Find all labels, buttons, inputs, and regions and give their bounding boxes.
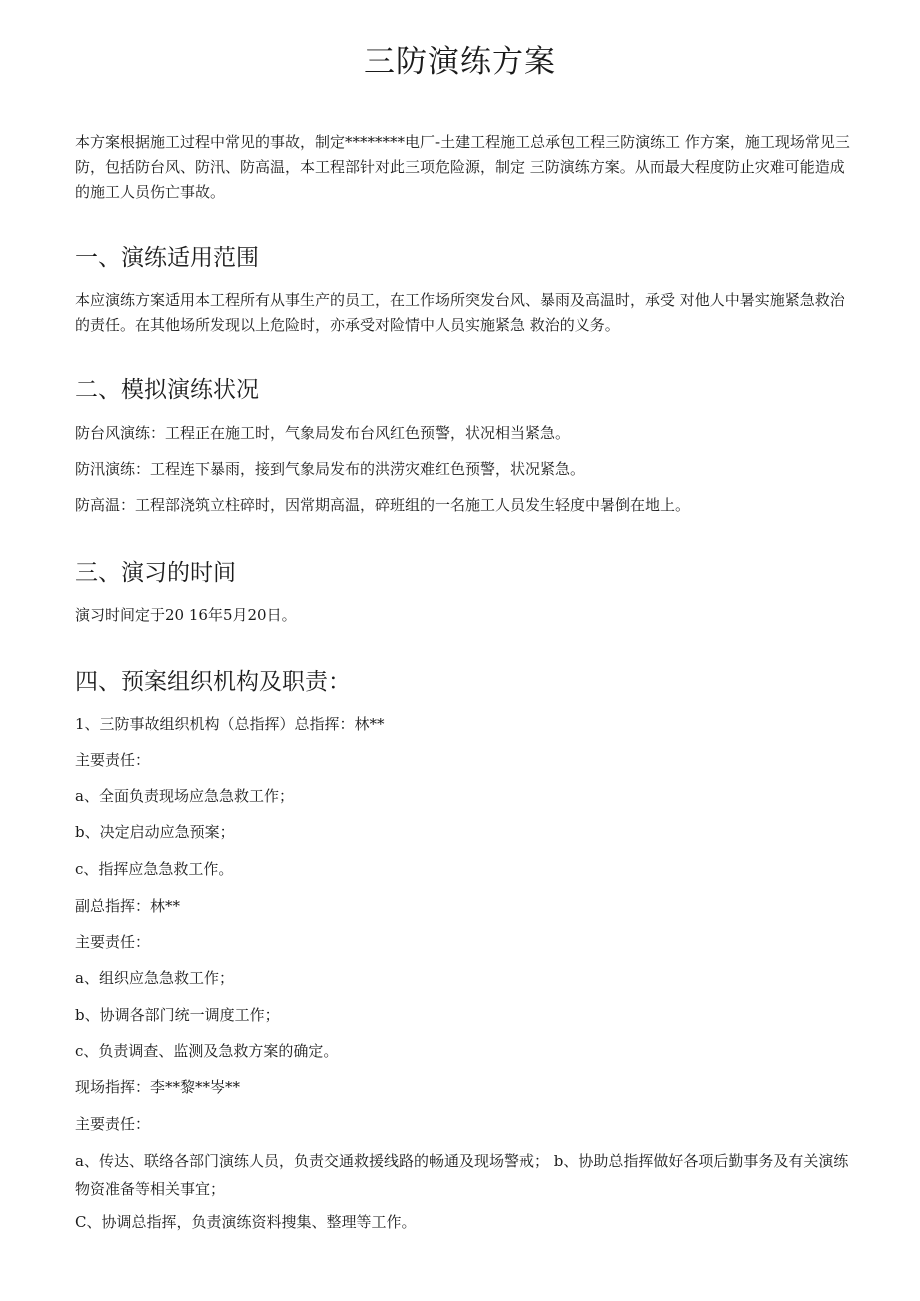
org-line: b、决定启动应急预案； (75, 823, 235, 841)
org-line: 主要责任： (75, 1115, 151, 1133)
org-line: 副总指挥：林** (75, 897, 181, 915)
org-line: c、指挥应急急救工作。 (75, 860, 234, 878)
org-line: 现场指挥：李**黎**岑** (75, 1078, 241, 1096)
section-heading-scenarios: 二、模拟演练状况 (75, 377, 259, 403)
org-line: 1、三防事故组织机构（总指挥）总指挥：林** (75, 715, 385, 733)
drill-time-text: 演习时间定于20 16年5月20日。 (75, 606, 297, 624)
section-heading-scope: 一、演练适用范围 (75, 245, 259, 271)
scenario-typhoon: 防台风演练：工程正在施工时，气象局发布台风红色预警，状况相当紧急。 (75, 424, 571, 442)
scope-paragraph: 本应演练方案适用本工程所有从事生产的员工，在工作场所突发台风、暴雨及高温时，承受 对他人中暑实施紧急救治的责任。在其他场所发现以上危险时，亦承受对险情中人员实施紧急 救治的义务。 (75, 291, 845, 334)
org-line: a、传达、联络各部门演练人员，负责交通救援线路的畅通及现场警戒； b、协助总指挥做好各项后勤事务及有关演练物资准备等相关事宜； (75, 1152, 849, 1198)
section-heading-organization: 四、预案组织机构及职责： (75, 669, 351, 695)
org-line: 主要责任： (75, 751, 151, 769)
org-line: C、协调总指挥，负责演练资料搜集、整理等工作。 (75, 1213, 417, 1231)
section-heading-time: 三、演习的时间 (75, 560, 236, 586)
document-title: 三防演练方案 (364, 44, 556, 80)
org-line: 主要责任： (75, 933, 151, 951)
org-line: a、全面负责现场应急急救工作； (75, 787, 294, 805)
org-line: c、负责调查、监测及急救方案的确定。 (75, 1042, 339, 1060)
scenario-heat: 防高温：工程部浇筑立柱碎时，因常期高温，碎班组的一名施工人员发生轻度中暑倒在地上。 (75, 496, 691, 514)
org-line: b、协调各部门统一调度工作； (75, 1006, 280, 1024)
intro-paragraph: 本方案根据施工过程中常见的事故，制定********电厂-土建工程施工总承包工程三防演练工 作方案，施工现场常见三防，包括防台风、防汛、防高温，本工程部针对此三项危险源，制定 三防演练方案。从而最大程度防止灾难可能造成的施工人员伤亡事故。 (75, 133, 850, 201)
scenario-flood: 防汛演练：工程连下暴雨，接到气象局发布的洪涝灾难红色预警，状况紧急。 (75, 460, 586, 478)
org-line: a、组织应急急救工作； (75, 969, 234, 987)
